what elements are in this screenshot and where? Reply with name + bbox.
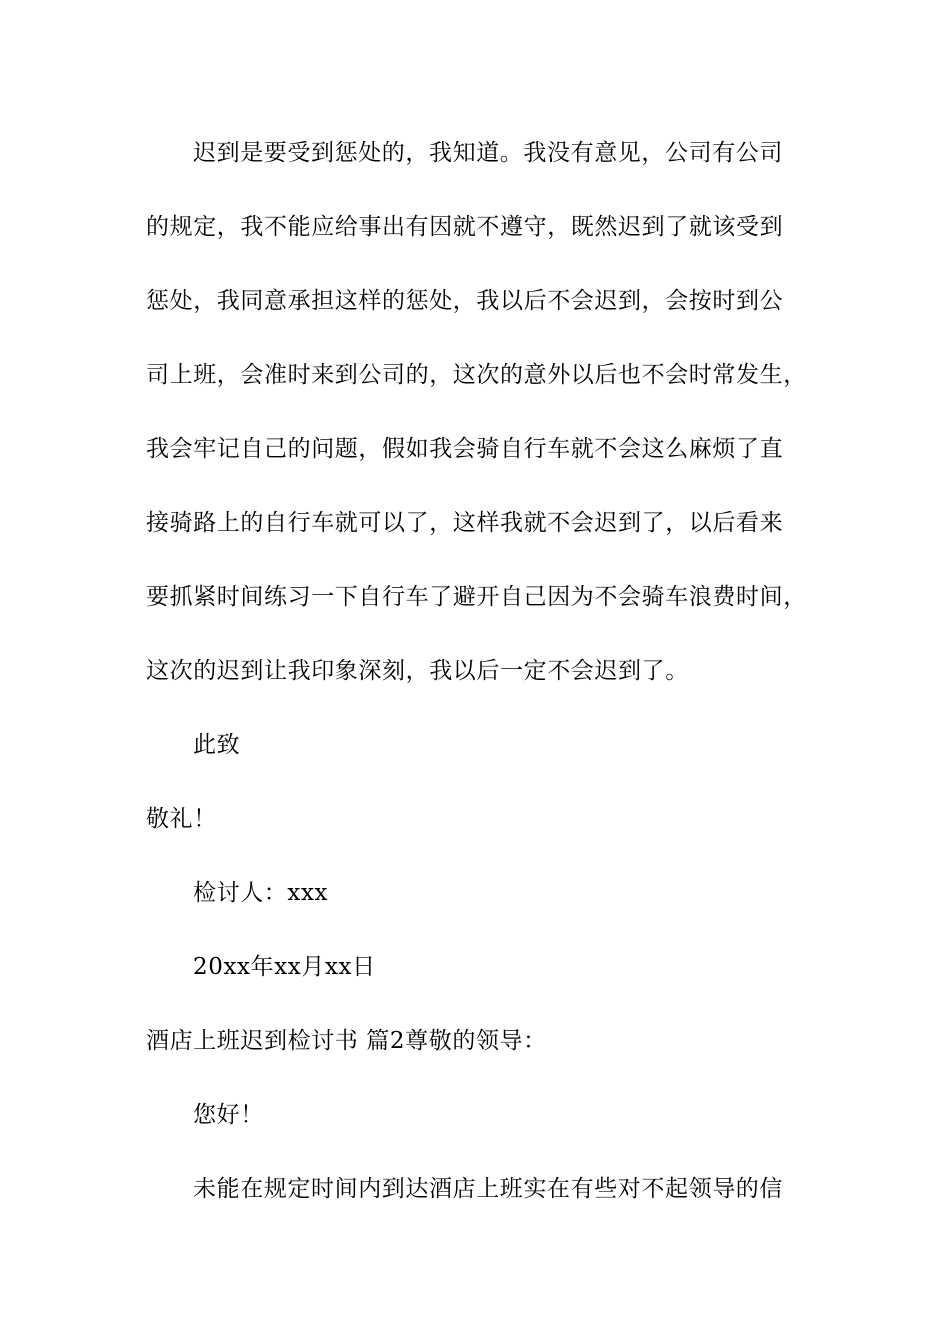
heading-piece-2: 酒店上班迟到检讨书 篇2尊敬的领导： — [146, 1028, 547, 1054]
salutation-jingli: 敬礼！ — [146, 806, 217, 832]
paragraph-2-line-1: 未能在规定时间内到达酒店上班实在有些对不起领导的信 — [193, 1176, 783, 1202]
paragraph-1-line-1: 迟到是要受到惩处的，我知道。我没有意见，公司有公司 — [193, 140, 783, 166]
greeting: 您好！ — [193, 1102, 264, 1128]
paragraph-1-line-6: 接骑路上的自行车就可以了，这样我就不会迟到了，以后看来 — [146, 510, 784, 536]
salutation-cizhi: 此致 — [193, 732, 241, 758]
paragraph-1-line-3: 惩处，我同意承担这样的惩处，我以后不会迟到，会按时到公 — [146, 288, 784, 314]
date: 20xx年xx月xx日 — [193, 954, 376, 980]
signer: 检讨人：xxx — [193, 880, 329, 906]
paragraph-1-line-7: 要抓紧时间练习一下自行车了避开自己因为不会骑车浪费时间， — [146, 584, 807, 610]
paragraph-1-line-8: 这次的迟到让我印象深刻，我以后一定不会迟到了。 — [146, 658, 689, 684]
paragraph-1-line-4: 司上班，会准时来到公司的，这次的意外以后也不会时常发生， — [146, 362, 807, 388]
paragraph-1-line-5: 我会牢记自己的问题，假如我会骑自行车就不会这么麻烦了直 — [146, 436, 784, 462]
paragraph-1-line-2: 的规定，我不能应给事出有因就不遵守，既然迟到了就该受到 — [146, 214, 784, 240]
